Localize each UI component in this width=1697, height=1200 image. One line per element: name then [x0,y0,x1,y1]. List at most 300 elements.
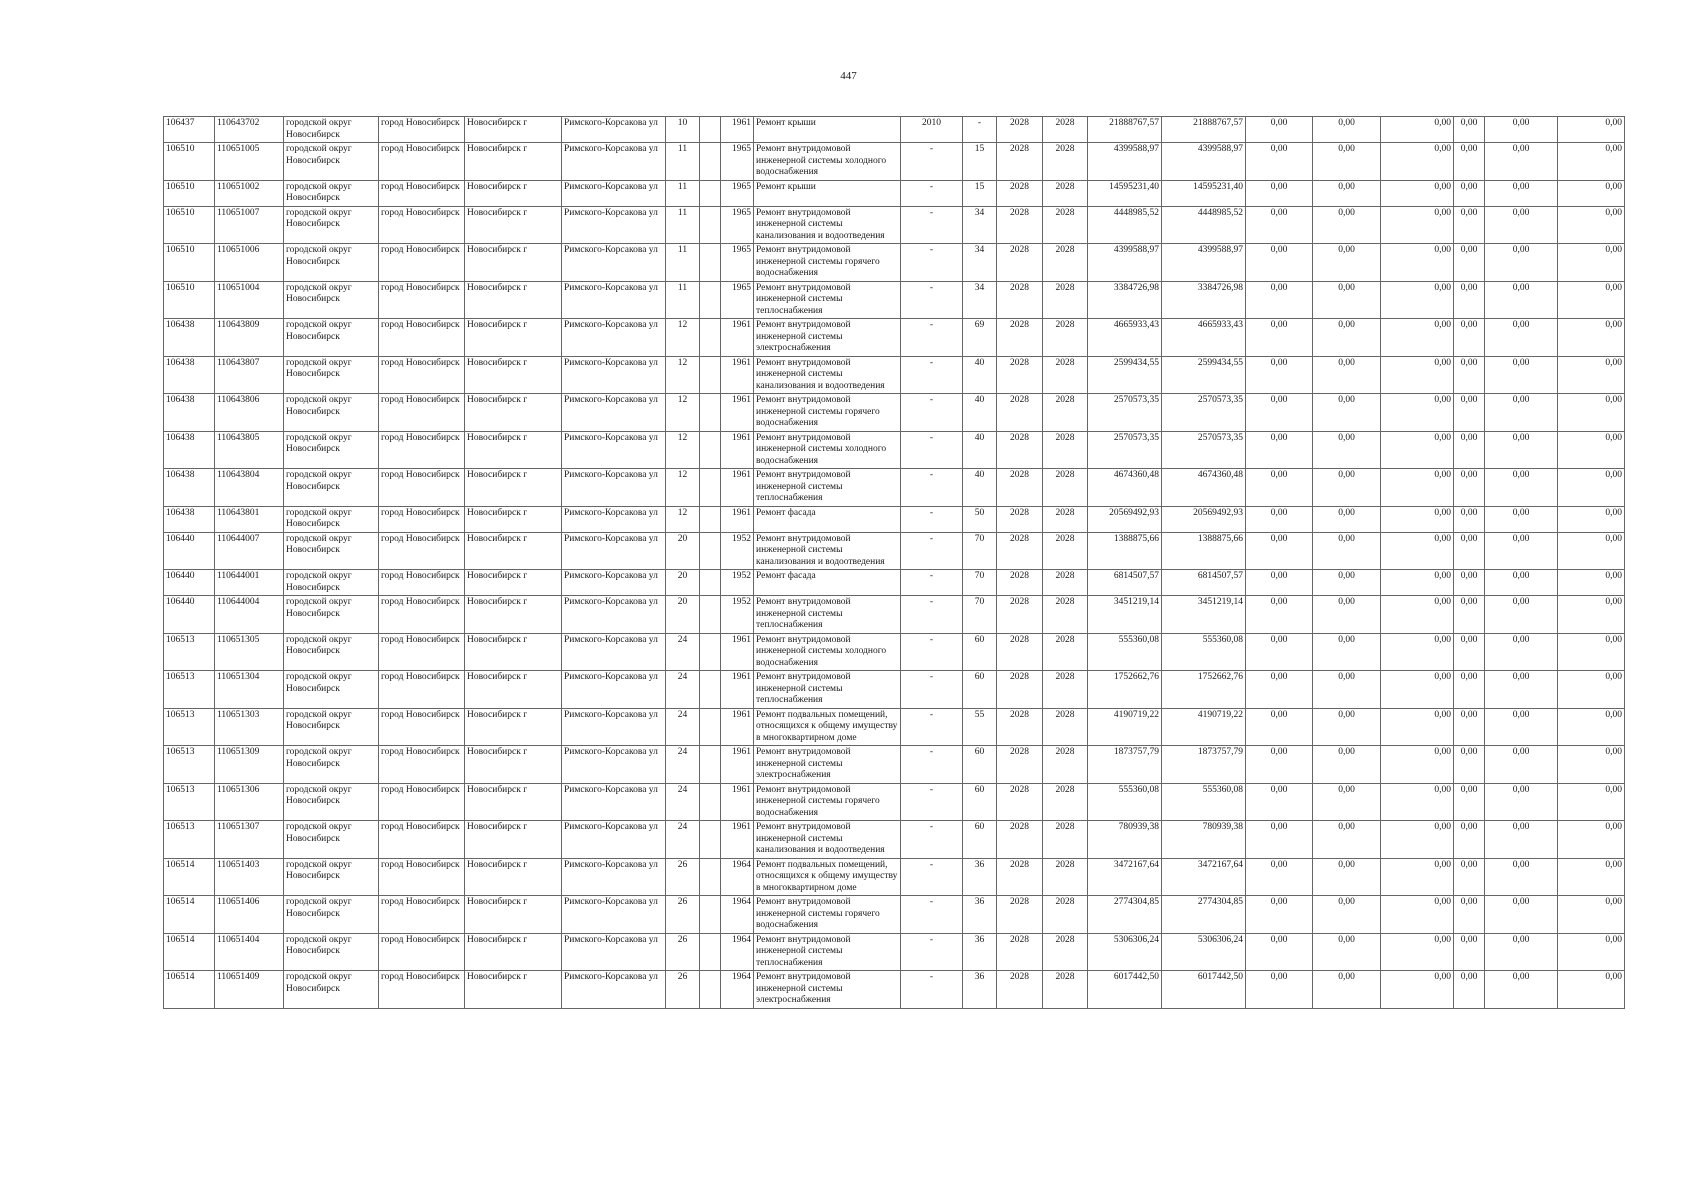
cell-municipality: городской округ Новосибирск [284,431,379,469]
cell-amount-2: 0,00 [1313,708,1381,746]
cell-street: Римского-Корсакова ул [562,821,666,859]
cell-plan-from: 2028 [997,858,1043,896]
cell-amount-3: 0,00 [1381,394,1454,432]
cell-amount-2: 0,00 [1313,143,1381,181]
cell-amount-6: 0,00 [1558,570,1625,596]
cell-work-code: 110644004 [215,596,284,634]
cell-municipality: городской округ Новосибирск [284,671,379,709]
cell-settlement: город Новосибирск [379,570,465,596]
cell-construction-year: 1961 [721,506,754,532]
cell-municipality: городской округ Новосибирск [284,783,379,821]
cell-work-type: Ремонт внутридомовой инженерной системы холодного водоснабжения [754,431,901,469]
cell-cost-fund: 3384726,98 [1162,281,1246,319]
cell-municipality: городской округ Новосибирск [284,746,379,784]
cell-amount-3: 0,00 [1381,570,1454,596]
cell-house-number: 24 [666,708,700,746]
cell-work-type: Ремонт крыши [754,180,901,206]
cell-amount-1: 0,00 [1246,431,1313,469]
cell-amount-1: 0,00 [1246,244,1313,282]
cell-street: Римского-Корсакова ул [562,708,666,746]
cell-amount-5: 0,00 [1485,281,1558,319]
cell-plan-to: 2028 [1043,570,1088,596]
cell-wear-percent: 60 [963,783,997,821]
cell-amount-1: 0,00 [1246,143,1313,181]
cell-cost-fund: 21888767,57 [1162,117,1246,143]
cell-cost-fund: 14595231,40 [1162,180,1246,206]
cell-municipality: городской округ Новосибирск [284,143,379,181]
table-row [164,896,1625,934]
cell-work-code: 110651303 [215,708,284,746]
cell-building [700,896,721,934]
cell-amount-4: 0,00 [1454,180,1485,206]
cell-street: Римского-Корсакова ул [562,143,666,181]
cell-house-number: 11 [666,281,700,319]
cell-work-type: Ремонт фасада [754,570,901,596]
cell-municipality: городской округ Новосибирск [284,356,379,394]
cell-construction-year: 1961 [721,783,754,821]
cell-plan-from: 2028 [997,896,1043,934]
cell-amount-5: 0,00 [1485,143,1558,181]
cell-wear-percent: 40 [963,356,997,394]
cell-plan-from: 2028 [997,671,1043,709]
cell-amount-6: 0,00 [1558,708,1625,746]
cell-municipality: городской округ Новосибирск [284,206,379,244]
cell-wear-percent: 55 [963,708,997,746]
cell-last-repair-year: - [901,708,963,746]
cell-work-type: Ремонт внутридомовой инженерной системы теплоснабжения [754,281,901,319]
cell-street: Римского-Корсакова ул [562,896,666,934]
cell-locality: Новосибирск г [465,783,562,821]
cell-cost-total: 3451219,14 [1088,596,1162,634]
cell-house-number: 12 [666,356,700,394]
cell-amount-6: 0,00 [1558,633,1625,671]
cell-street: Римского-Корсакова ул [562,971,666,1009]
cell-municipality: городской округ Новосибирск [284,708,379,746]
cell-house-id: 106513 [164,783,215,821]
cell-house-id: 106514 [164,858,215,896]
cell-building [700,746,721,784]
cell-work-code: 110651307 [215,821,284,859]
cell-work-type: Ремонт внутридомовой инженерной системы горячего водоснабжения [754,244,901,282]
cell-plan-to: 2028 [1043,708,1088,746]
cell-amount-4: 0,00 [1454,206,1485,244]
cell-amount-2: 0,00 [1313,431,1381,469]
cell-construction-year: 1961 [721,633,754,671]
cell-municipality: городской округ Новосибирск [284,858,379,896]
cell-locality: Новосибирск г [465,469,562,507]
cell-building [700,394,721,432]
cell-wear-percent: 34 [963,206,997,244]
cell-amount-4: 0,00 [1454,971,1485,1009]
cell-locality: Новосибирск г [465,319,562,357]
cell-municipality: городской округ Новосибирск [284,506,379,532]
cell-house-number: 26 [666,858,700,896]
cell-cost-total: 4399588,97 [1088,143,1162,181]
cell-amount-5: 0,00 [1485,506,1558,532]
cell-amount-1: 0,00 [1246,596,1313,634]
table-row [164,971,1625,1009]
cell-house-number: 10 [666,117,700,143]
cell-construction-year: 1952 [721,596,754,634]
cell-cost-total: 555360,08 [1088,783,1162,821]
cell-amount-1: 0,00 [1246,319,1313,357]
cell-street: Римского-Корсакова ул [562,117,666,143]
cell-amount-4: 0,00 [1454,596,1485,634]
cell-house-number: 12 [666,431,700,469]
cell-house-id: 106438 [164,431,215,469]
cell-construction-year: 1964 [721,971,754,1009]
table-row [164,933,1625,971]
cell-house-number: 26 [666,933,700,971]
table-row [164,783,1625,821]
cell-locality: Новосибирск г [465,180,562,206]
cell-plan-to: 2028 [1043,244,1088,282]
cell-cost-fund: 4190719,22 [1162,708,1246,746]
cell-house-number: 24 [666,633,700,671]
cell-house-id: 106438 [164,356,215,394]
cell-cost-fund: 2570573,35 [1162,394,1246,432]
cell-plan-from: 2028 [997,356,1043,394]
cell-plan-to: 2028 [1043,858,1088,896]
cell-plan-to: 2028 [1043,671,1088,709]
cell-cost-total: 4448985,52 [1088,206,1162,244]
cell-municipality: городской округ Новосибирск [284,532,379,570]
table-row [164,708,1625,746]
cell-construction-year: 1961 [721,431,754,469]
cell-building [700,971,721,1009]
cell-amount-6: 0,00 [1558,394,1625,432]
cell-house-id: 106513 [164,708,215,746]
cell-cost-fund: 4674360,48 [1162,469,1246,507]
cell-street: Римского-Корсакова ул [562,394,666,432]
cell-amount-6: 0,00 [1558,821,1625,859]
cell-work-code: 110651006 [215,244,284,282]
cell-plan-to: 2028 [1043,143,1088,181]
cell-cost-fund: 3451219,14 [1162,596,1246,634]
cell-building [700,206,721,244]
cell-amount-5: 0,00 [1485,783,1558,821]
cell-amount-1: 0,00 [1246,671,1313,709]
cell-amount-1: 0,00 [1246,708,1313,746]
cell-settlement: город Новосибирск [379,858,465,896]
cell-amount-3: 0,00 [1381,858,1454,896]
cell-building [700,281,721,319]
cell-amount-1: 0,00 [1246,896,1313,934]
cell-settlement: город Новосибирск [379,356,465,394]
cell-wear-percent: 36 [963,933,997,971]
cell-amount-6: 0,00 [1558,143,1625,181]
cell-amount-3: 0,00 [1381,671,1454,709]
table-row [164,596,1625,634]
cell-plan-from: 2028 [997,783,1043,821]
cell-plan-from: 2028 [997,746,1043,784]
cell-cost-fund: 2599434,55 [1162,356,1246,394]
cell-cost-total: 780939,38 [1088,821,1162,859]
cell-cost-total: 1752662,76 [1088,671,1162,709]
cell-amount-2: 0,00 [1313,206,1381,244]
cell-building [700,319,721,357]
cell-cost-total: 3472167,64 [1088,858,1162,896]
cell-amount-5: 0,00 [1485,933,1558,971]
cell-building [700,469,721,507]
cell-construction-year: 1964 [721,858,754,896]
cell-last-repair-year: - [901,469,963,507]
cell-amount-1: 0,00 [1246,783,1313,821]
cell-amount-3: 0,00 [1381,896,1454,934]
cell-last-repair-year: - [901,896,963,934]
cell-street: Римского-Корсакова ул [562,671,666,709]
cell-house-id: 106438 [164,319,215,357]
cell-house-id: 106440 [164,532,215,570]
cell-building [700,180,721,206]
cell-amount-6: 0,00 [1558,746,1625,784]
cell-street: Римского-Корсакова ул [562,933,666,971]
cell-last-repair-year: - [901,971,963,1009]
cell-amount-2: 0,00 [1313,570,1381,596]
table-row [164,671,1625,709]
cell-plan-to: 2028 [1043,117,1088,143]
cell-cost-fund: 1873757,79 [1162,746,1246,784]
table-row [164,469,1625,507]
cell-amount-2: 0,00 [1313,633,1381,671]
cell-municipality: городской округ Новосибирск [284,394,379,432]
table-row [164,633,1625,671]
cell-amount-6: 0,00 [1558,671,1625,709]
cell-locality: Новосибирск г [465,281,562,319]
cell-settlement: город Новосибирск [379,671,465,709]
cell-amount-1: 0,00 [1246,971,1313,1009]
cell-building [700,596,721,634]
cell-plan-to: 2028 [1043,206,1088,244]
cell-plan-from: 2028 [997,469,1043,507]
cell-cost-total: 14595231,40 [1088,180,1162,206]
cell-settlement: город Новосибирск [379,431,465,469]
table-row [164,244,1625,282]
cell-house-number: 24 [666,821,700,859]
cell-plan-to: 2028 [1043,971,1088,1009]
cell-cost-fund: 20569492,93 [1162,506,1246,532]
cell-work-code: 110651403 [215,858,284,896]
cell-settlement: город Новосибирск [379,281,465,319]
cell-work-type: Ремонт внутридомовой инженерной системы горячего водоснабжения [754,783,901,821]
cell-locality: Новосибирск г [465,633,562,671]
cell-wear-percent: 34 [963,244,997,282]
cell-settlement: город Новосибирск [379,633,465,671]
cell-amount-6: 0,00 [1558,596,1625,634]
cell-work-type: Ремонт внутридомовой инженерной системы холодного водоснабжения [754,633,901,671]
cell-wear-percent: 60 [963,633,997,671]
cell-settlement: город Новосибирск [379,746,465,784]
cell-street: Римского-Корсакова ул [562,783,666,821]
cell-settlement: город Новосибирск [379,896,465,934]
cell-construction-year: 1952 [721,532,754,570]
cell-house-number: 26 [666,971,700,1009]
cell-amount-5: 0,00 [1485,671,1558,709]
cell-plan-to: 2028 [1043,180,1088,206]
cell-house-number: 20 [666,596,700,634]
cell-work-code: 110643801 [215,506,284,532]
table-row [164,319,1625,357]
cell-amount-3: 0,00 [1381,319,1454,357]
cell-last-repair-year: - [901,671,963,709]
table-body [164,117,1625,1009]
cell-amount-2: 0,00 [1313,596,1381,634]
cell-work-type: Ремонт внутридомовой инженерной системы канализования и водоотведения [754,821,901,859]
cell-locality: Новосибирск г [465,356,562,394]
cell-amount-4: 0,00 [1454,633,1485,671]
cell-amount-4: 0,00 [1454,394,1485,432]
cell-work-type: Ремонт внутридомовой инженерной системы горячего водоснабжения [754,896,901,934]
cell-amount-3: 0,00 [1381,746,1454,784]
cell-street: Римского-Корсакова ул [562,431,666,469]
cell-cost-total: 1873757,79 [1088,746,1162,784]
cell-last-repair-year: - [901,506,963,532]
cell-amount-3: 0,00 [1381,281,1454,319]
cell-settlement: город Новосибирск [379,971,465,1009]
cell-house-id: 106510 [164,180,215,206]
cell-last-repair-year: - [901,281,963,319]
cell-wear-percent: 60 [963,821,997,859]
cell-plan-to: 2028 [1043,596,1088,634]
cell-amount-2: 0,00 [1313,356,1381,394]
repair-schedule-table [163,116,1625,1009]
cell-amount-4: 0,00 [1454,708,1485,746]
cell-locality: Новосибирск г [465,596,562,634]
cell-wear-percent: 40 [963,431,997,469]
cell-plan-from: 2028 [997,281,1043,319]
cell-building [700,117,721,143]
cell-municipality: городской округ Новосибирск [284,933,379,971]
cell-wear-percent: 69 [963,319,997,357]
cell-cost-total: 4674360,48 [1088,469,1162,507]
cell-construction-year: 1965 [721,180,754,206]
cell-wear-percent: 40 [963,394,997,432]
cell-cost-total: 2774304,85 [1088,896,1162,934]
cell-cost-total: 20569492,93 [1088,506,1162,532]
cell-amount-2: 0,00 [1313,506,1381,532]
cell-wear-percent: 15 [963,143,997,181]
cell-locality: Новосибирск г [465,971,562,1009]
cell-amount-6: 0,00 [1558,506,1625,532]
cell-wear-percent: 15 [963,180,997,206]
cell-work-code: 110643809 [215,319,284,357]
cell-house-number: 24 [666,783,700,821]
cell-locality: Новосибирск г [465,506,562,532]
cell-house-id: 106514 [164,933,215,971]
cell-work-code: 110643807 [215,356,284,394]
cell-amount-2: 0,00 [1313,858,1381,896]
cell-cost-total: 6814507,57 [1088,570,1162,596]
cell-amount-6: 0,00 [1558,180,1625,206]
cell-locality: Новосибирск г [465,532,562,570]
cell-house-id: 106513 [164,746,215,784]
cell-amount-3: 0,00 [1381,431,1454,469]
cell-cost-fund: 3472167,64 [1162,858,1246,896]
cell-plan-from: 2028 [997,244,1043,282]
cell-amount-3: 0,00 [1381,244,1454,282]
cell-amount-6: 0,00 [1558,896,1625,934]
cell-amount-5: 0,00 [1485,180,1558,206]
cell-municipality: городской округ Новосибирск [284,596,379,634]
cell-locality: Новосибирск г [465,671,562,709]
cell-construction-year: 1965 [721,206,754,244]
cell-house-id: 106438 [164,506,215,532]
cell-cost-fund: 1752662,76 [1162,671,1246,709]
cell-work-type: Ремонт внутридомовой инженерной системы канализования и водоотведения [754,206,901,244]
cell-amount-6: 0,00 [1558,356,1625,394]
cell-plan-to: 2028 [1043,469,1088,507]
cell-amount-2: 0,00 [1313,933,1381,971]
cell-street: Римского-Корсакова ул [562,281,666,319]
cell-municipality: городской округ Новосибирск [284,244,379,282]
cell-amount-1: 0,00 [1246,281,1313,319]
cell-amount-5: 0,00 [1485,206,1558,244]
cell-amount-5: 0,00 [1485,394,1558,432]
cell-amount-1: 0,00 [1246,933,1313,971]
cell-plan-from: 2028 [997,570,1043,596]
cell-plan-from: 2028 [997,933,1043,971]
cell-house-number: 20 [666,532,700,570]
cell-cost-fund: 5306306,24 [1162,933,1246,971]
cell-construction-year: 1961 [721,821,754,859]
cell-work-code: 110651304 [215,671,284,709]
cell-locality: Новосибирск г [465,431,562,469]
cell-work-type: Ремонт внутридомовой инженерной системы канализования и водоотведения [754,356,901,394]
cell-house-number: 11 [666,143,700,181]
cell-last-repair-year: - [901,431,963,469]
cell-amount-4: 0,00 [1454,858,1485,896]
cell-work-code: 110651305 [215,633,284,671]
cell-last-repair-year: - [901,319,963,357]
cell-plan-to: 2028 [1043,933,1088,971]
cell-plan-from: 2028 [997,821,1043,859]
cell-house-id: 106510 [164,206,215,244]
cell-house-id: 106510 [164,143,215,181]
cell-cost-fund: 4399588,97 [1162,143,1246,181]
cell-locality: Новосибирск г [465,570,562,596]
cell-building [700,506,721,532]
table-row [164,117,1625,143]
cell-amount-6: 0,00 [1558,117,1625,143]
cell-construction-year: 1961 [721,394,754,432]
cell-cost-total: 4399588,97 [1088,244,1162,282]
cell-plan-to: 2028 [1043,633,1088,671]
cell-plan-from: 2028 [997,506,1043,532]
cell-amount-2: 0,00 [1313,281,1381,319]
cell-locality: Новосибирск г [465,746,562,784]
table-row [164,206,1625,244]
cell-locality: Новосибирск г [465,394,562,432]
cell-building [700,671,721,709]
cell-last-repair-year: - [901,783,963,821]
cell-house-number: 12 [666,506,700,532]
cell-construction-year: 1961 [721,708,754,746]
cell-amount-1: 0,00 [1246,746,1313,784]
cell-amount-6: 0,00 [1558,858,1625,896]
cell-amount-1: 0,00 [1246,858,1313,896]
cell-construction-year: 1961 [721,356,754,394]
cell-amount-4: 0,00 [1454,821,1485,859]
cell-building [700,244,721,282]
cell-wear-percent: 40 [963,469,997,507]
cell-locality: Новосибирск г [465,206,562,244]
cell-plan-to: 2028 [1043,532,1088,570]
cell-wear-percent: 70 [963,596,997,634]
cell-work-type: Ремонт подвальных помещений, относящихся к общему имуществу в многоквартирном доме [754,708,901,746]
table-row [164,143,1625,181]
cell-amount-5: 0,00 [1485,319,1558,357]
cell-construction-year: 1965 [721,143,754,181]
